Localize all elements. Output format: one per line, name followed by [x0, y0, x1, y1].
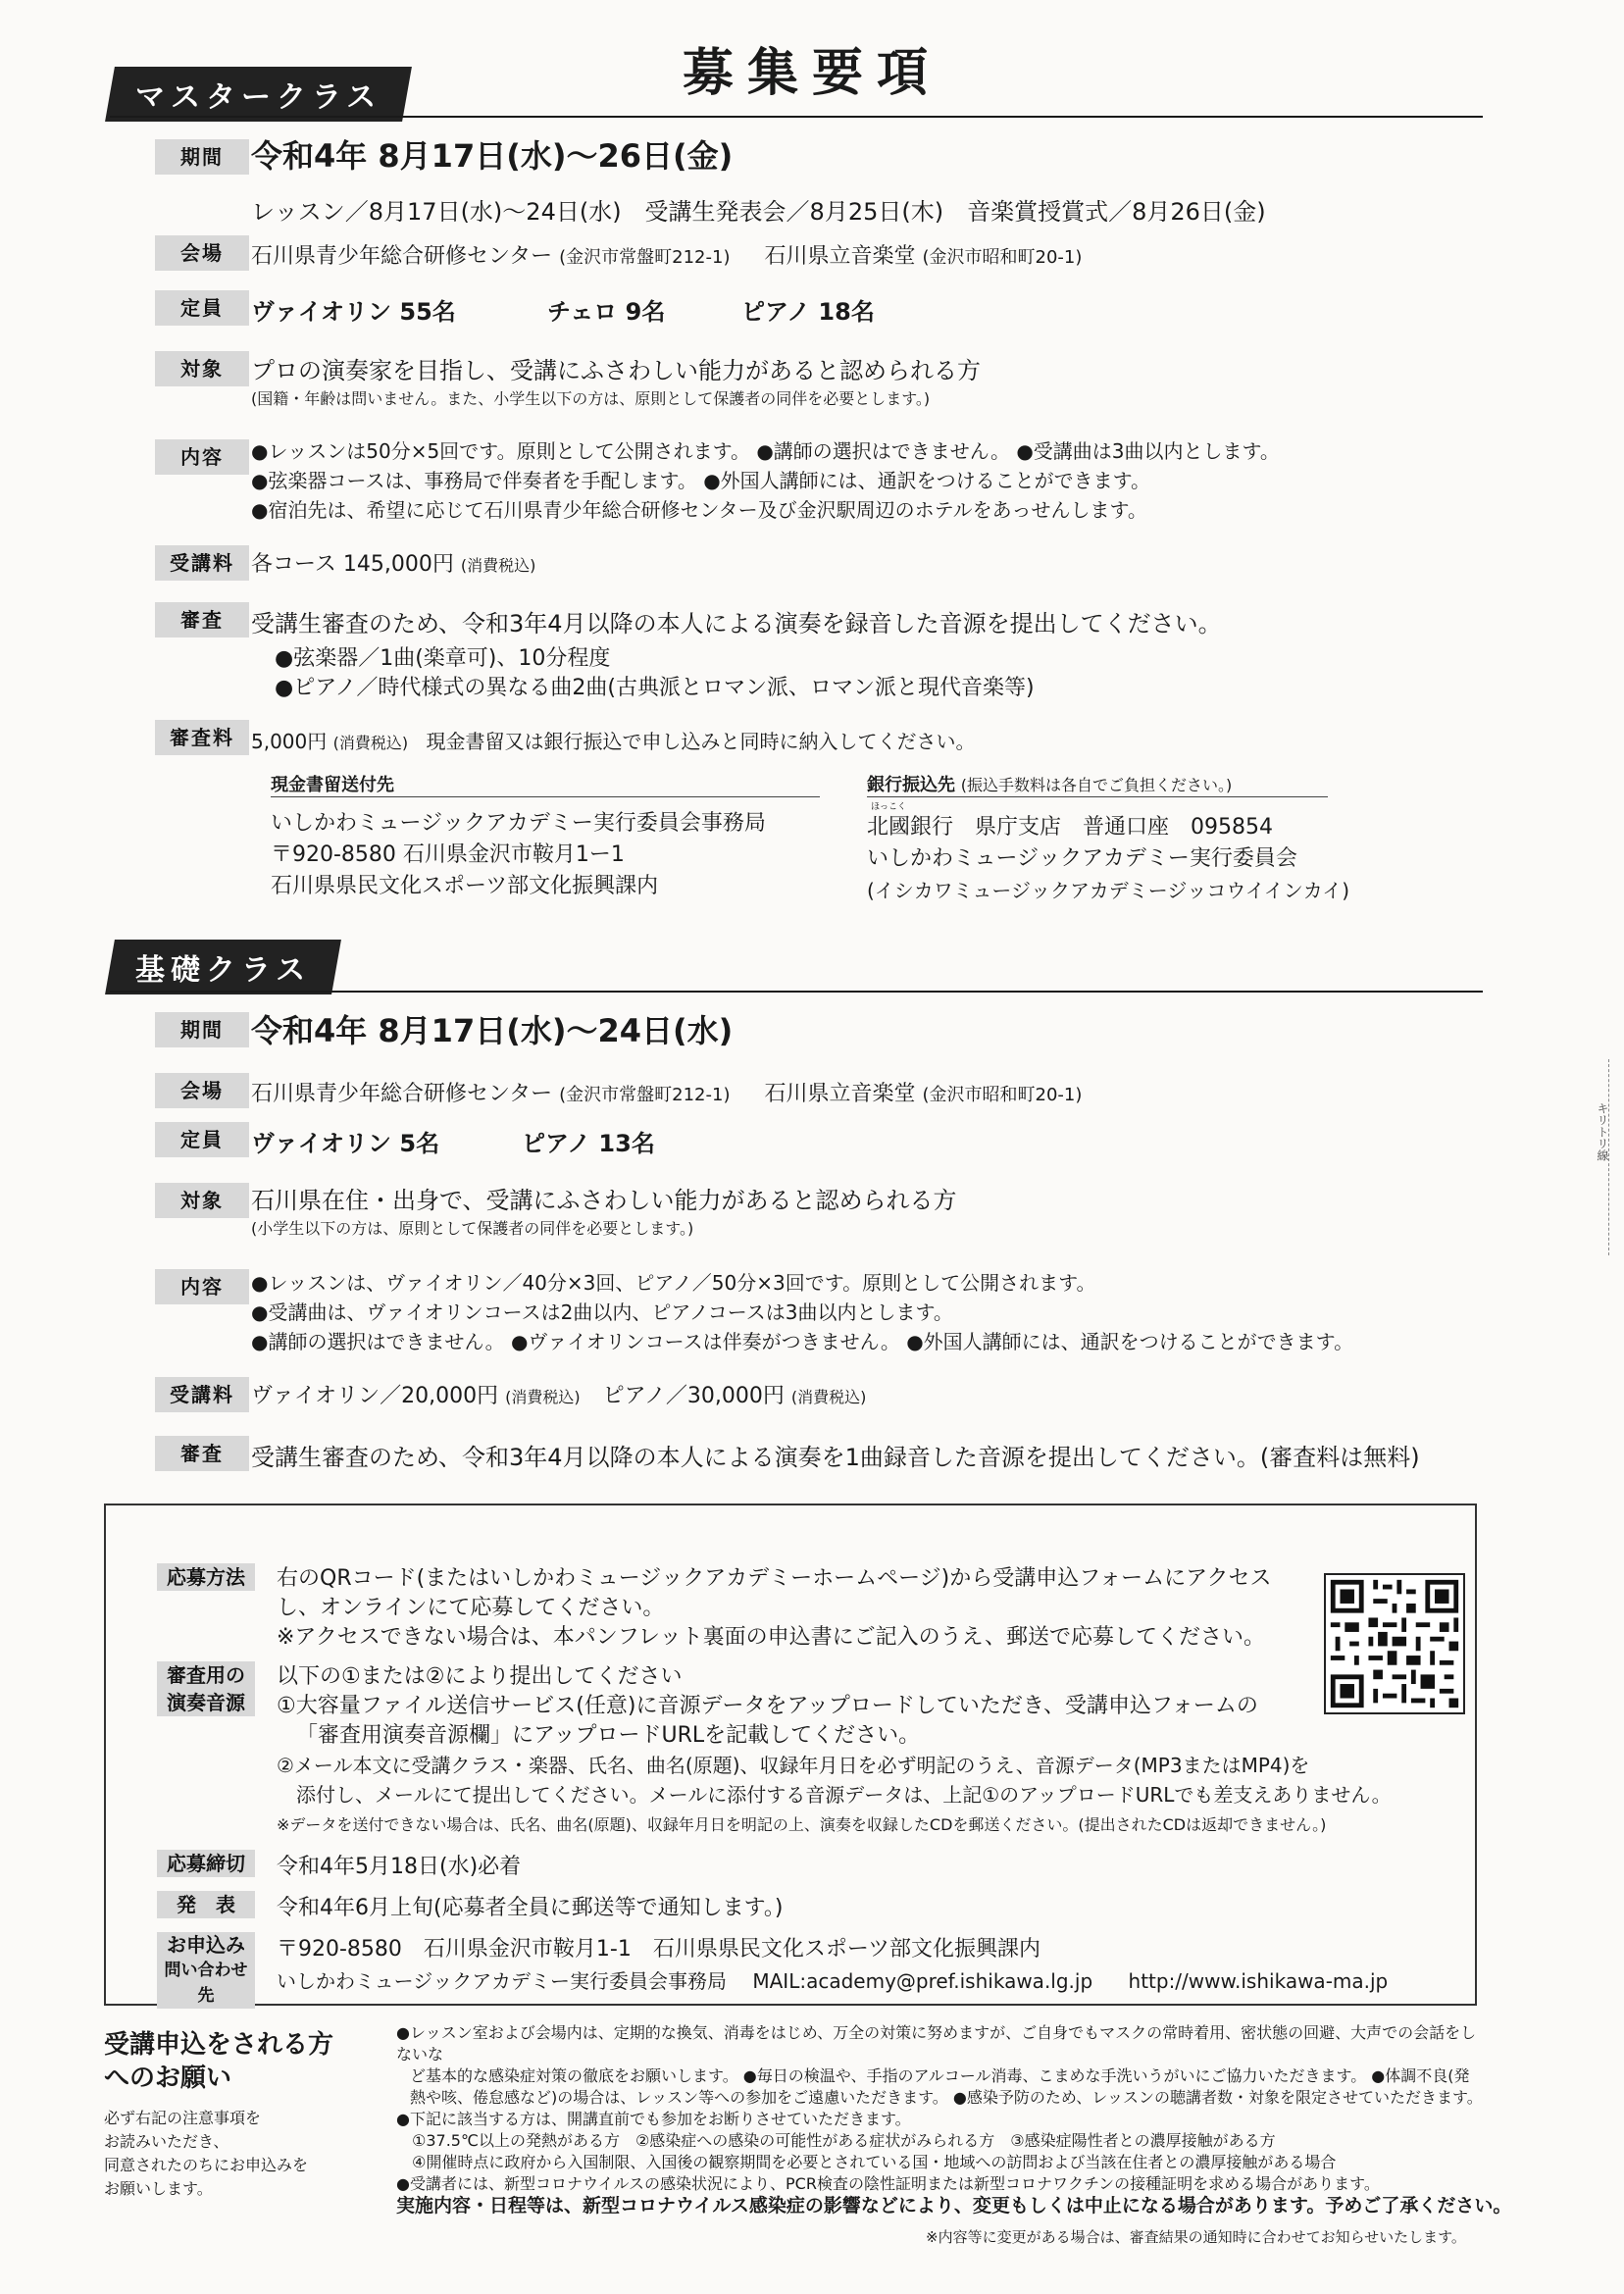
audio-label: [157, 1661, 255, 1716]
audio-line-1: 以下の①または②により提出してください: [277, 1664, 683, 1689]
bank-line-2: いしかわミュージックアカデミー実行委員会: [867, 846, 1297, 871]
bank-line-1: 北國銀行 県庁支店 普通口座 095854: [867, 815, 1273, 840]
request-body-line-1: 必ず右記の注意事項を: [104, 2109, 262, 2127]
master-venue-label: 会場: [155, 235, 249, 271]
request-body-line-2: お読みいただき、: [104, 2132, 229, 2151]
venue-1-address: (金沢市常盤町212-1): [559, 247, 731, 268]
cash-divider: [271, 796, 820, 797]
basic-period-main: 令和4年 8月17日(水)～24日(水): [251, 1012, 734, 1049]
request-footnote: ※内容等に変更がある場合は、審査結果の通知時に合わせてお知らせいたします。: [926, 2228, 1466, 2246]
page-title: 募集要項: [682, 44, 941, 103]
basic-venue-2-address: (金沢市昭和町20-1): [922, 1085, 1083, 1105]
basic-venue-2: 石川県立音楽堂: [764, 1082, 916, 1106]
contact-org: いしかわミュージックアカデミー実行委員会事務局: [277, 1969, 727, 1993]
venue-2: 石川県立音楽堂: [764, 244, 916, 269]
master-class-badge: マスタークラス: [105, 67, 412, 122]
basic-class-badge: 基礎クラス: [105, 940, 341, 994]
request-body: [104, 2107, 308, 2201]
master-content-line-2: ●弦楽器コースは、事務局で伴奏者を手配します。 ●外国人講師には、通訳をつけることができます。: [251, 469, 1151, 492]
note-line-1: ●レッスン室および会場内は、定期的な換気、消毒をはじめ、万全の対策に努めますが、ご自身でもマスクの常時着用、密状態の回避、大声での会話をしないな: [396, 2023, 1477, 2064]
basic-fee: [251, 1379, 866, 1409]
cut-line-label: キリトリ線: [1596, 1102, 1609, 1161]
master-period-detail: レッスン／8月17日(水)～24日(水) 受講生発表会／8月25日(木) 音楽賞授賞式／8月26日(金): [251, 198, 1266, 226]
request-title: [104, 2028, 333, 2095]
basic-fee-label: 受講料: [155, 1377, 249, 1412]
basic-content-line-2: ●受講曲は、ヴァイオリンコースは2曲以内、ピアノコースは3曲以内とします。: [251, 1300, 953, 1324]
note-line-4: ●下記に該当する方は、開講直前でも参加をお断りさせていただきます。: [396, 2110, 911, 2128]
basic-section-rule: [110, 991, 1483, 993]
master-target-note: (国籍・年齢は問いません。また、小学生以下の方は、原則として保護者の同伴を必要とします。): [251, 389, 931, 408]
master-capacity-piano: ピアノ 18名: [741, 298, 875, 326]
request-body-line-3: 同意されたのちにお申込みを: [104, 2156, 309, 2174]
master-fee: [251, 547, 535, 578]
contact-label-line-2: 問い合わせ先: [164, 1961, 248, 2006]
qr-code-icon: [1326, 1575, 1463, 1712]
master-section-rule: [110, 116, 1483, 118]
request-title-line-2: へのお願い: [104, 2064, 232, 2093]
basic-audition-label: 審査: [155, 1436, 249, 1471]
method-line-2: し、オンラインにて応募してください。: [277, 1596, 665, 1620]
master-content-line-3: ●宿泊先は、希望に応じて石川県青少年総合研修センター及び金沢駅周辺のホテルをあっせんします。: [251, 498, 1147, 522]
bank-ruby: ほっこく: [871, 802, 907, 812]
exam-fee-amount: 5,000円: [251, 730, 328, 753]
contact-label: [157, 1932, 255, 2009]
master-fee-tax: (消費税込): [460, 556, 536, 575]
venue-2-address: (金沢市昭和町20-1): [922, 247, 1083, 268]
bank-heading-line: [867, 771, 1232, 796]
contact-line-2: [277, 1965, 1388, 1994]
basic-fee-violin: ヴァイオリン／20,000円: [251, 1384, 499, 1408]
master-venue-line: [251, 239, 1082, 270]
exam-fee-text: 現金書留又は銀行振込で申し込みと同時に納入してください。: [426, 730, 976, 753]
contact-line-1: 〒920-8580 石川県金沢市鞍月1-1 石川県県民文化スポーツ部文化振興課内: [277, 1937, 1040, 1962]
bank-divider: [867, 796, 1328, 797]
contact-mail[interactable]: MAIL:academy@pref.ishikawa.lg.jp: [752, 1969, 1093, 1993]
audio-label-line-2: 演奏音源: [167, 1691, 245, 1714]
note-line-7: ●受講者には、新型コロナウイルスの感染状況により、PCR検査の陰性証明または新型コロナワクチンの接種証明を求める場合があります。: [396, 2174, 1380, 2193]
master-audition-main: 受講生審査のため、令和3年4月以降の本人による演奏を録音した音源を提出してください。: [251, 610, 1222, 637]
audio-label-line-1: 審査用の: [167, 1663, 245, 1687]
master-capacity-cello: チェロ 9名: [547, 298, 666, 326]
master-content-label: 内容: [155, 439, 249, 475]
basic-content-line-1: ●レッスンは、ヴァイオリン／40分×3回、ピアノ／50分×3回です。原則として公開されます。: [251, 1271, 1096, 1295]
master-exam-fee-label: 審査料: [155, 720, 249, 755]
basic-capacity-label: 定員: [155, 1122, 249, 1157]
request-notes: [396, 2022, 1483, 2195]
audio-line-4: ②メール本文に受講クラス・楽器、氏名、曲名(原題)、収録年月日を必ず明記のうえ、音源データ(MP3またはMP4)を: [277, 1754, 1310, 1777]
cash-line-1: いしかわミュージックアカデミー実行委員会事務局: [271, 811, 766, 836]
basic-content-label: 内容: [155, 1269, 249, 1304]
basic-capacity-piano: ピアノ 13名: [522, 1130, 655, 1157]
master-capacity-violin: ヴァイオリン 55名: [251, 298, 456, 326]
contact-label-line-1: お申込み: [167, 1933, 245, 1957]
basic-fee-piano-tax: (消費税込): [790, 1388, 867, 1406]
request-title-line-1: 受講申込をされる方: [104, 2030, 334, 2060]
basic-venue-1-address: (金沢市常盤町212-1): [559, 1085, 731, 1105]
announce-label: 発 表: [157, 1891, 255, 1918]
basic-fee-violin-tax: (消費税込): [505, 1388, 581, 1406]
request-bold-notice: 実施内容・日程等は、新型コロナウイルス感染症の影響などにより、変更もしくは中止になる場合があります。予めご了承ください。: [396, 2195, 1512, 2217]
note-line-6: ④開催時点に政府から入国制限、入国後の観察期間を必要とされている国・地域への訪問および当該在住者との濃厚接触がある場合: [412, 2153, 1337, 2171]
announce-text: 令和4年6月上旬(応募者全員に郵送等で通知します。): [277, 1896, 784, 1920]
exam-fee-tax: (消費税込): [332, 734, 409, 752]
audio-note: ※データを送付できない場合は、氏名、曲名(原題)、収録年月日を明記の上、演奏を収録したCDを郵送ください。(提出されたCDは返却できません。): [277, 1815, 1327, 1834]
bank-heading-note: (振込手数料は各自でご負担ください。): [960, 776, 1233, 794]
note-line-3: 熱や咳、倦怠感など)の場合は、レッスン等への参加をご遠慮いただきます。 ●感染予防のため、レッスンの聴講者数・対象を限定させていただきます。: [410, 2088, 1483, 2107]
request-body-line-4: お願いします。: [104, 2179, 213, 2198]
basic-capacity-violin: ヴァイオリン 5名: [251, 1130, 440, 1157]
deadline-text: 令和4年5月18日(水)必着: [277, 1855, 522, 1879]
contact-url[interactable]: http://www.ishikawa-ma.jp: [1128, 1969, 1389, 1993]
master-target-main: プロの演奏家を目指し、受講にふさわしい能力があると認められる方: [251, 357, 981, 384]
basic-venue-1: 石川県青少年総合研修センター: [251, 1082, 553, 1106]
method-line-3: ※アクセスできない場合は、本パンフレット裏面の申込書にご記入のうえ、郵送で応募してください。: [277, 1625, 1265, 1650]
basic-target-label: 対象: [155, 1183, 249, 1218]
master-content-line-1: ●レッスンは50分×5回です。原則として公開されます。 ●講師の選択はできません。 ●受講曲は3曲以内とします。: [251, 439, 1280, 463]
basic-venue-line: [251, 1077, 1082, 1107]
master-audition-label: 審査: [155, 602, 249, 637]
bank-heading: 銀行振込先: [867, 775, 955, 795]
master-period-label: 期間: [155, 139, 249, 175]
basic-venue-label: 会場: [155, 1073, 249, 1108]
cash-heading: 現金書留送付先: [271, 775, 394, 795]
cash-line-2: 〒920-8580 石川県金沢市鞍月1ー1: [271, 842, 625, 867]
master-fee-amount: 各コース 145,000円: [251, 552, 454, 577]
method-line-1: 右のQRコード(またはいしかわミュージックアカデミーホームページ)から受講申込フォームにアクセス: [277, 1566, 1272, 1591]
bank-line-3: (イシカワミュージックアカデミージッコウイインカイ): [867, 879, 1350, 902]
cash-line-3: 石川県県民文化スポーツ部文化振興課内: [271, 874, 659, 898]
basic-period-label: 期間: [155, 1012, 249, 1047]
master-audition-item-1: ●弦楽器／1曲(楽章可)、10分程度: [275, 646, 611, 671]
audio-line-3: 「審査用演奏音源欄」にアップロードURLを記載してください。: [296, 1723, 921, 1748]
basic-fee-piano: ピアノ／30,000円: [602, 1384, 785, 1408]
master-capacity-label: 定員: [155, 290, 249, 326]
note-line-2: ど基本的な感染症対策の徹底をお願いします。 ●毎日の検温や、手指のアルコール消毒、こまめな手洗いうがいにご協力いただきます。 ●体調不良(発: [410, 2066, 1470, 2085]
basic-audition-main: 受講生審査のため、令和3年4月以降の本人による演奏を1曲録音した音源を提出してください。(審査料は無料): [251, 1444, 1420, 1471]
qr-code[interactable]: [1324, 1573, 1465, 1714]
master-period-main: 令和4年 8月17日(水)～26日(金): [251, 137, 734, 175]
method-label: 応募方法: [157, 1563, 255, 1591]
master-fee-label: 受講料: [155, 545, 249, 581]
master-audition-item-2: ●ピアノ／時代様式の異なる曲2曲(古典派とロマン派、ロマン派と現代音楽等): [275, 676, 1035, 700]
audio-line-5: 添付し、メールにて提出してください。メールに添付する音源データは、上記①のアップロードURLでも差支えありません。: [296, 1783, 1392, 1807]
basic-target-main: 石川県在住・出身で、受講にふさわしい能力があると認められる方: [251, 1187, 957, 1214]
basic-target-note: (小学生以下の方は、原則として保護者の同伴を必要とします。): [251, 1219, 694, 1238]
deadline-label: 応募締切: [157, 1850, 255, 1877]
master-exam-fee: [251, 726, 975, 754]
venue-1: 石川県青少年総合研修センター: [251, 244, 553, 269]
audio-line-2: ①大容量ファイル送信サービス(任意)に音源データをアップロードしていただき、受講申込フォームの: [277, 1694, 1258, 1718]
master-target-label: 対象: [155, 351, 249, 386]
note-line-5: ①37.5℃以上の発熱がある方 ②感染症への感染の可能性がある症状がみられる方 ③感染症陽性者との濃厚接触がある方: [412, 2131, 1276, 2150]
basic-content-line-3: ●講師の選択はできません。 ●ヴァイオリンコースは伴奏がつきません。 ●外国人講師には、通訳をつけることができます。: [251, 1330, 1354, 1353]
